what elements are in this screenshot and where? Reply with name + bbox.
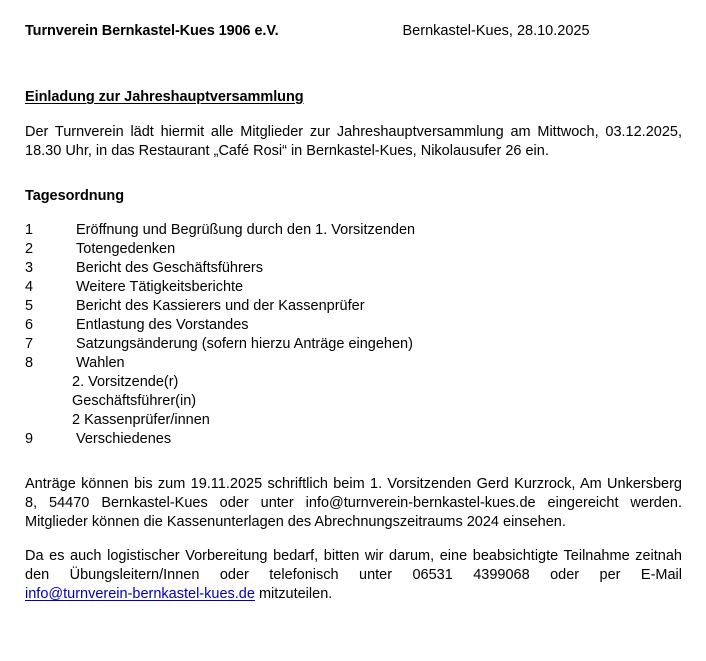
agenda-item-number: 9 [25, 431, 34, 447]
agenda-item-number: 7 [25, 336, 34, 352]
agenda-item-number: 5 [25, 298, 34, 314]
heading-wrapper [25, 43, 682, 106]
agenda-item [25, 335, 682, 354]
agenda-subitem: Geschäftsführer(in) [72, 393, 197, 409]
requests-text-before-email: Anträge können bis zum 19.11.2025 schriftlich beim 1. Vorsitzenden Gerd Kurzrock, Am Unkersberg 8, 54470 Bernkastel-Kues oder unter [25, 476, 682, 511]
agenda-heading: Tagesordnung [25, 188, 125, 204]
document-header [25, 0, 682, 43]
agenda-item-number: 8 [25, 355, 34, 371]
logistics-paragraph [25, 547, 682, 604]
organization-name: Turnverein Bernkastel-Kues 1906 e.V. [25, 23, 279, 39]
agenda-subitem: 2 Kassenprüfer/innen [72, 412, 210, 428]
agenda-item [25, 297, 682, 316]
agenda-subitem: 2. Vorsitzende(r) [72, 374, 179, 390]
agenda-item [25, 259, 682, 278]
agenda-item-number: 3 [25, 260, 34, 276]
agenda-item-number: 1 [25, 222, 34, 238]
agenda-item [25, 278, 682, 297]
agenda-item-label: Weitere Tätigkeitsberichte [76, 279, 244, 295]
logistics-text-after-email: mitzuteilen. [254, 586, 333, 602]
agenda-item [25, 430, 682, 449]
agenda-item [25, 316, 682, 335]
place-and-date: Bernkastel-Kues, 28.10.2025 [402, 23, 590, 39]
requests-text-after-email: eingereicht werden. Mitglieder können die Kassenunterlagen des Abrechnungszeitraums 2024 einsehen. [25, 495, 683, 530]
contact-email-link[interactable]: info@turnverein-bernkastel-kues.de [25, 586, 255, 602]
document-heading: Einladung zur Jahreshauptversammlung [25, 89, 304, 105]
logistics-text-before-email: Da es auch logistischer Vorbereitung bedarf, bitten wir darum, eine beabsichtigte Teilnahme zeitnah den Übungsleitern/Innen oder telefonisch unter 06531 4399068 oder per E-Mail [25, 548, 682, 583]
requests-paragraph [25, 475, 682, 532]
agenda-item-label: Satzungsänderung (sofern hierzu Anträge eingehen) [76, 336, 413, 352]
agenda-item-label: Verschiedenes [76, 431, 172, 447]
agenda-item-number: 2 [25, 241, 34, 257]
document-content [25, 0, 682, 604]
agenda-item-label: Eröffnung und Begrüßung durch den 1. Vorsitzenden [76, 222, 416, 238]
agenda-item-number: 4 [25, 279, 34, 295]
agenda-item [25, 221, 682, 240]
intro-paragraph: Der Turnverein lädt hiermit alle Mitglieder zur Jahreshauptversammlung am Mittwoch, 03.12.2025, 18.30 Uhr, in das Restaurant „Café Rosi“ in Bernkastel-Kues, Nikolausufer 26 ein. [25, 124, 682, 159]
agenda-item-label: Entlastung des Vorstandes [76, 317, 249, 333]
agenda-item-label: Totengedenken [76, 241, 176, 257]
agenda-item [25, 240, 682, 259]
agenda-item [25, 354, 682, 373]
agenda-item-label: Bericht des Geschäftsführers [76, 260, 263, 276]
agenda-item-label: Wahlen [76, 355, 125, 371]
agenda-list [25, 221, 682, 449]
agenda-item-number: 6 [25, 317, 34, 333]
agenda-item-label: Bericht des Kassierers und der Kassenprüfer [76, 298, 365, 314]
contact-email-plain: info@turnverein-bernkastel-kues.de [305, 495, 536, 511]
